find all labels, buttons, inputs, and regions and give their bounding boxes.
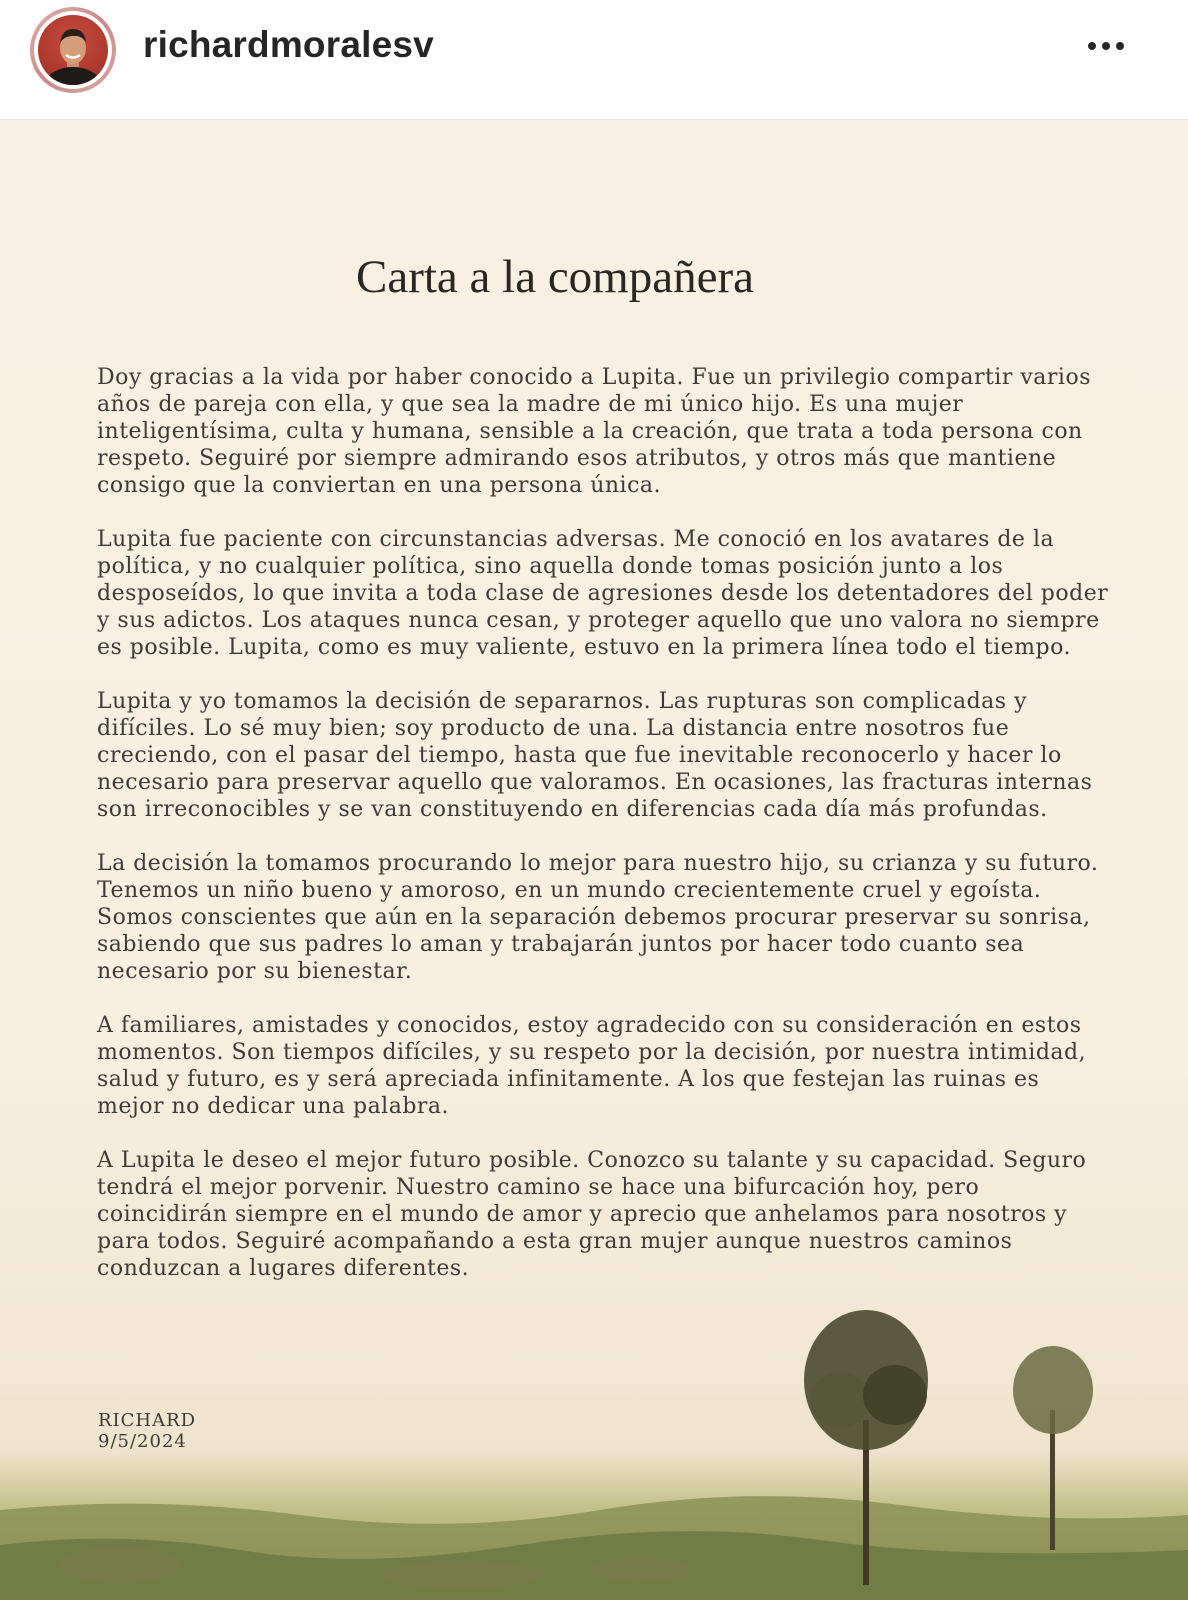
avatar-photo <box>38 15 108 85</box>
letter-paragraph: La decisión la tomamos procurando lo mejor para nuestro hijo, su crianza y su futuro. Tenemos un niño bueno y amoroso, en un mundo crecientemente cruel y egoísta. Somos conscientes que aún en la separación debemos procurar preservar su sonrisa, sabiendo que sus padres lo aman y trabajarán juntos por hacer todo cuanto sea necesario por su bienestar. <box>97 851 1099 984</box>
letter-paragraph: Doy gracias a la vida por haber conocido a Lupita. Fue un privilegio compartir varios años de pareja con ella, y que sea la madre de mi único hijo. Es una mujer inteligentísima, culta y humana, sensible a la creación, que trata a toda persona con respeto. Seguiré por siempre admirando esos atributos, y otros más que mantiene consigo que la conviertan en una persona única. <box>97 365 1091 498</box>
letter-paragraph: Lupita fue paciente con circunstancias adversas. Me conoció en los avatares de la política, y no cualquier política, sino aquella donde tomas posición junto a los desposeídos, lo que invita a toda clase de agresiones desde los detentadores del poder y sus adictos. Los ataques nunca cesan, y proteger aquello que uno valora no siempre es posible. Lupita, como es muy valiente, estuvo en la primera línea todo el tiempo. <box>97 527 1109 660</box>
more-options-button[interactable] <box>1078 30 1134 62</box>
avatar[interactable] <box>30 7 116 93</box>
letter-paragraph: Lupita y yo tomamos la decisión de separarnos. Las rupturas son complicadas y difíciles. Lo sé muy bien; soy producto de una. La distancia entre nosotros fue creciendo, con el pasar del tiempo, hasta que fue inevitable reconocerlo y hacer lo necesario para preservar aquello que valoramos. En ocasiones, las fracturas internas son irreconocibles y se van constituyendo en diferencias cada día más profundas. <box>97 689 1093 822</box>
person-icon <box>38 15 108 85</box>
post-image[interactable] <box>0 120 1188 1600</box>
letter-paragraph: A Lupita le deseo el mejor futuro posible. Conozco su talante y su capacidad. Seguro tendrá el mejor porvenir. Nuestro camino se hace una bifurcación hoy, pero coincidirán siempre en el mundo de amor y aprecio que anhelamos para nosotros y para todos. Seguiré acompañando a esta gran mujer aunque nuestros caminos conduzcan a lugares diferentes. <box>97 1148 1087 1281</box>
ellipsis-icon <box>1088 42 1096 50</box>
signature <box>98 1410 196 1452</box>
signature-date: 9/5/2024 <box>98 1431 187 1452</box>
username[interactable]: richardmoralesv <box>143 24 434 65</box>
letter-title: Carta a la compañera <box>356 251 754 303</box>
letter-body <box>97 364 1109 1309</box>
post-header <box>0 0 1188 120</box>
ellipsis-icon <box>1102 42 1110 50</box>
avatar-border <box>34 11 112 89</box>
signature-name: RICHARD <box>98 1410 197 1431</box>
ellipsis-icon <box>1116 42 1124 50</box>
letter-paragraph: A familiares, amistades y conocidos, estoy agradecido con su consideración en estos momentos. Son tiempos difíciles, y su respeto por la decisión, por nuestra intimidad, salud y futuro, es y será apreciada infinitamente. A los que festejan las ruinas es mejor no dedicar una palabra. <box>97 1013 1087 1119</box>
